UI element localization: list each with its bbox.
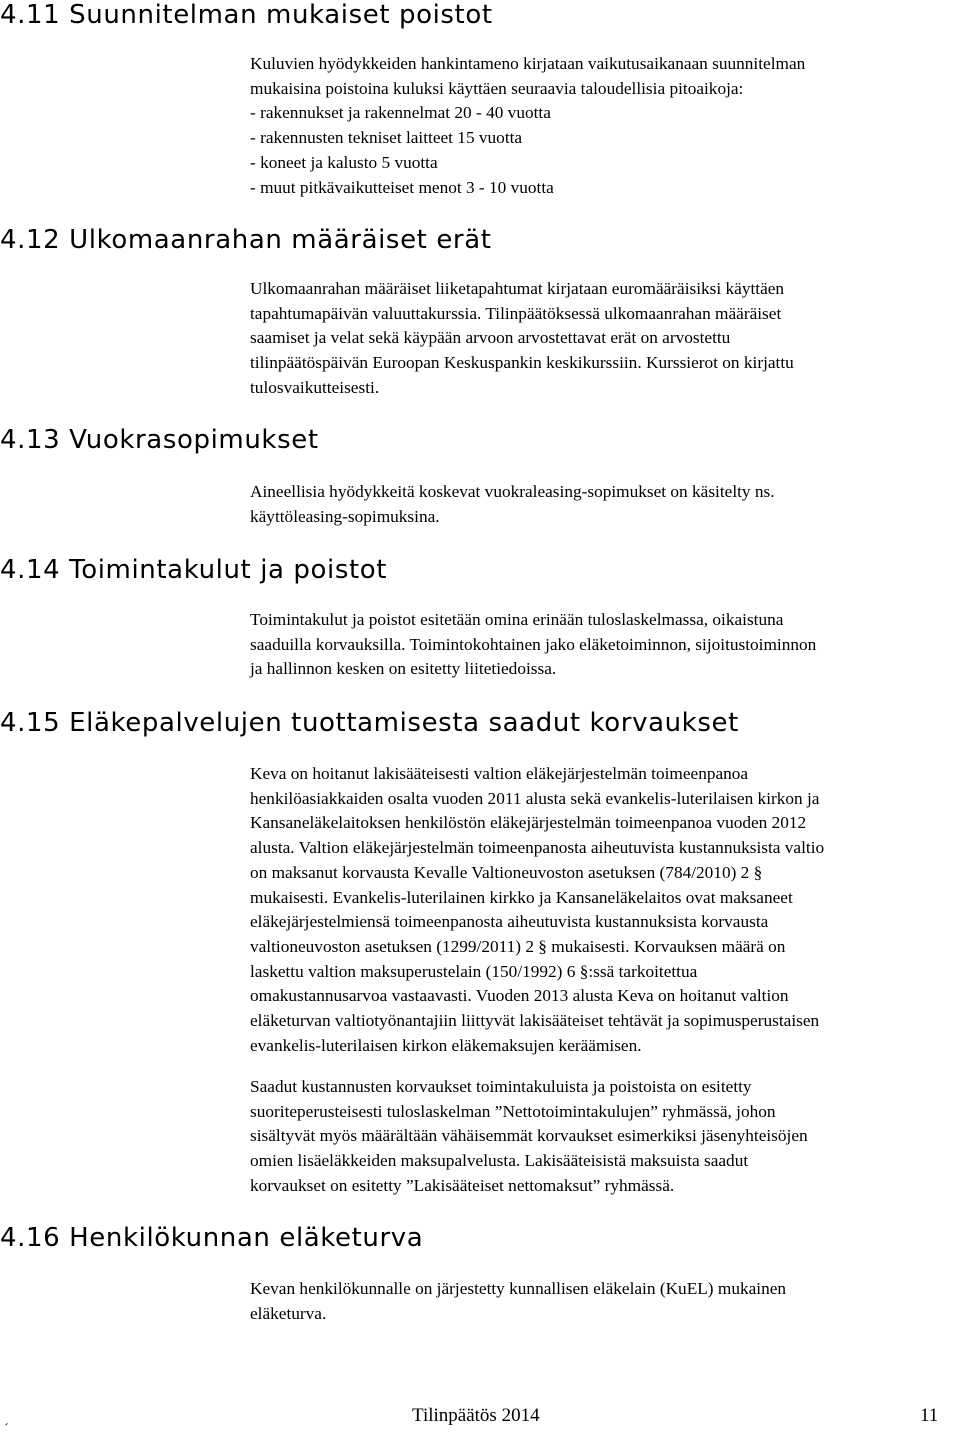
paragraph-4-15-b [250, 1075, 960, 1199]
text-line: Toimintakulut ja poistot esitetään omina erinään tuloslaskelmassa, oikaistuna [250, 610, 784, 629]
paragraph-4-16 [250, 1277, 960, 1326]
text-line: Kevan henkilökunnalle on järjestetty kunnallisen eläkelain (KuEL) mukainen [250, 1279, 787, 1298]
text-line: omakustannusarvoa vastaavasti. Vuoden 2013 alusta Keva on hoitanut valtion [250, 986, 789, 1006]
text-line: Ulkomaanrahan määräiset liiketapahtumat kirjataan euromääräisiksi käyttäen [250, 279, 785, 298]
text-line: henkilöasiakkaiden osalta vuoden 2011 alusta sekä evankelis-luterilaisen kirkon ja [250, 788, 820, 808]
paragraph-4-11 [250, 52, 960, 200]
text-line: Keva on hoitanut lakisääteisesti valtion eläkejärjestelmän toimeenpanoa [250, 764, 749, 783]
text-line: sisältyvät myös määrältään vähäisemmät korvaukset esimerkiksi jäsenyhteisöjen [250, 1126, 808, 1146]
page-footer [0, 1405, 960, 1431]
footer-title: Tilinpäätös 2014 [412, 1405, 540, 1426]
paragraph-4-14 [250, 608, 960, 682]
text-line: on maksanut korvausta Kevalle Valtioneuvoston asetuksen (784/2010) 2 § [250, 862, 763, 882]
text-line: suoriteperusteisesti tuloslaskelman ”Nettotoimintakulujen” ryhmässä, johon [250, 1101, 776, 1121]
paragraph-4-13 [250, 480, 960, 529]
text-line: - rakennukset ja rakennelmat 20 - 40 vuotta [250, 103, 551, 123]
heading-4-12: 4.12 Ulkomaanrahan määräiset erät [0, 225, 492, 255]
text-line: omien lisäeläkkeiden maksupalvelusta. Lakisääteisistä maksuista saadut [250, 1151, 749, 1171]
text-line: - muut pitkävaikutteiset menot 3 - 10 vuotta [250, 177, 554, 197]
page-number: 11 [920, 1405, 939, 1426]
text-line: Aineellisia hyödykkeitä koskevat vuokraleasing-sopimukset on käsitelty ns. [250, 482, 775, 501]
text-line: valtioneuvoston asetuksen (1299/2011) 2 § mukaisesti. Korvauksen määrä on [250, 936, 786, 956]
text-line: tapahtumapäivän valuuttakurssia. Tilinpäätöksessä ulkomaanrahan määräiset [250, 303, 782, 323]
text-line: tilinpäätöspäivän Euroopan Keskuspankin keskikurssiin. Kurssierot on kirjattu [250, 353, 794, 373]
paragraph-4-15-a [250, 762, 960, 1058]
text-line: eläkejärjestelmiensä toimeenpanosta aiheutuvista kustannuksista korvausta [250, 912, 769, 932]
text-line: käyttöleasing-sopimuksina. [250, 506, 440, 526]
paragraph-4-12 [250, 277, 960, 401]
corner-mark: ´ [4, 1422, 9, 1437]
text-line: Kuluvien hyödykkeiden hankintameno kirjataan vaikutusaikanaan suunnitelman [250, 54, 806, 73]
text-line: ja hallinnon kesken on esitetty liitetiedoissa. [250, 659, 557, 679]
text-line: saaduilla korvauksilla. Toimintokohtainen jako eläketoiminnon, sijoitustoiminnon [250, 634, 817, 654]
heading-4-13: 4.13 Vuokrasopimukset [0, 425, 319, 455]
text-line: eläketurva. [250, 1303, 327, 1323]
heading-4-15: 4.15 Eläkepalvelujen tuottamisesta saadut korvaukset [0, 708, 739, 738]
text-line: saamiset ja velat sekä käypään arvoon arvostettavat erät on arvostettu [250, 328, 731, 348]
text-line: mukaisesti. Evankelis-luterilainen kirkko ja Kansaneläkelaitos ovat maksaneet [250, 887, 793, 907]
text-line: Saadut kustannusten korvaukset toimintakuluista ja poistoista on esitetty [250, 1077, 752, 1096]
text-line: mukaisina poistoina kuluksi käyttäen seuraavia taloudellisia pitoaikoja: [250, 78, 744, 98]
text-line: korvaukset on esitetty ”Lakisääteiset nettomaksut” ryhmässä. [250, 1175, 675, 1195]
heading-4-16: 4.16 Henkilökunnan eläketurva [0, 1223, 424, 1253]
text-line: evankelis-luterilaisen kirkon eläkemaksujen keräämisen. [250, 1035, 642, 1055]
heading-4-11: 4.11 Suunnitelman mukaiset poistot [0, 0, 493, 30]
text-line: - rakennusten tekniset laitteet 15 vuotta [250, 128, 523, 148]
text-line: - koneet ja kalusto 5 vuotta [250, 152, 438, 172]
text-line: alusta. Valtion eläkejärjestelmän toimeenpanosta aiheutuvista kustannuksista valtio [250, 838, 825, 858]
text-line: Kansaneläkelaitoksen henkilöstön eläkejärjestelmän toimeenpanoa vuoden 2012 [250, 813, 807, 833]
text-line: tulosvaikutteisesti. [250, 377, 380, 397]
text-line: laskettu valtion maksuperustelain (150/1992) 6 §:ssä tarkoitettua [250, 961, 698, 981]
text-line: eläketurvan valtiotyönantajiin liittyvät lakisääteiset tehtävät ja sopimusperustaisen [250, 1011, 820, 1031]
heading-4-14: 4.14 Toimintakulut ja poistot [0, 555, 388, 585]
